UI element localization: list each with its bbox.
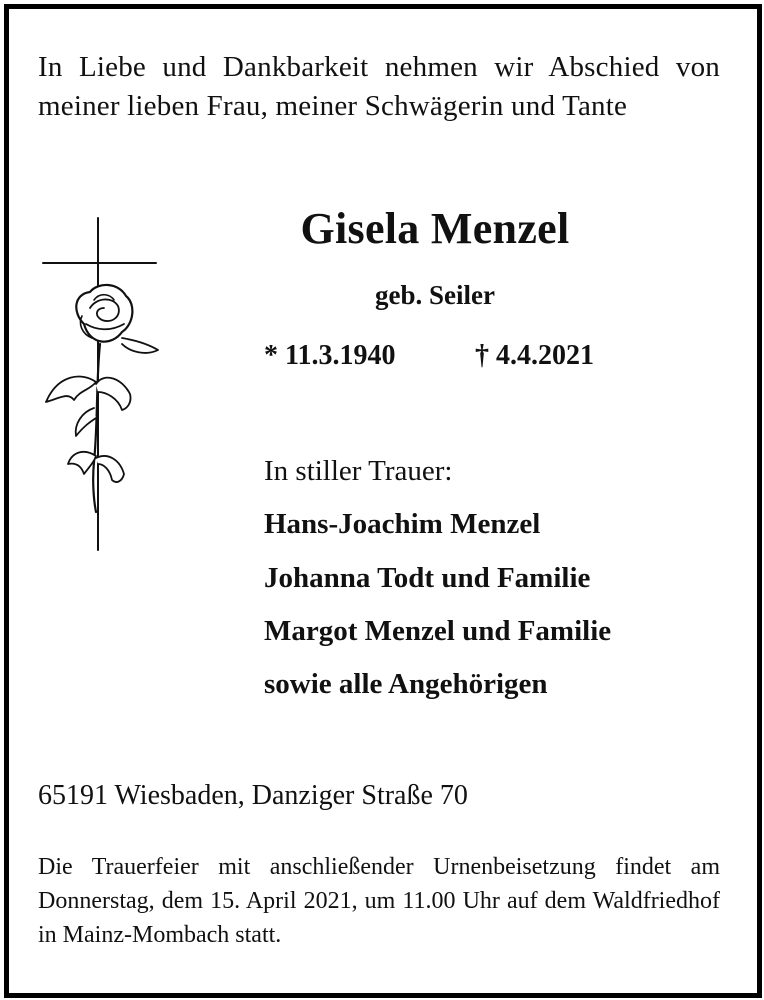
service-notice: Die Trauerfeier mit anschließender Urnenbeisetzung findet am Donnerstag, dem 15. April 2021, um 11.00 Uhr auf dem Waldfriedhof in Mainz-Mombach statt. bbox=[38, 854, 720, 948]
intro-text: In Liebe und Dankbarkeit nehmen wir Abschied von meiner lieben Frau, meiner Schwägerin und Tante bbox=[38, 51, 720, 122]
birth-date: * 11.3.1940 bbox=[264, 340, 396, 371]
maiden-name: geb. Seiler bbox=[375, 280, 495, 310]
cross-with-rose-icon bbox=[38, 212, 160, 552]
deceased-name: Gisela Menzel bbox=[300, 204, 570, 253]
address-line: 65191 Wiesbaden, Danziger Straße 70 bbox=[38, 780, 468, 811]
death-date: † 4.4.2021 bbox=[475, 340, 594, 371]
mourner-name: Hans-Joachim Menzel bbox=[264, 508, 541, 540]
mourner-name: Johanna Todt und Familie bbox=[264, 562, 591, 594]
mourning-label: In stiller Trauer: bbox=[264, 455, 453, 487]
mourner-name: sowie alle Angehörigen bbox=[264, 668, 548, 700]
mourner-name: Margot Menzel und Familie bbox=[264, 615, 612, 647]
